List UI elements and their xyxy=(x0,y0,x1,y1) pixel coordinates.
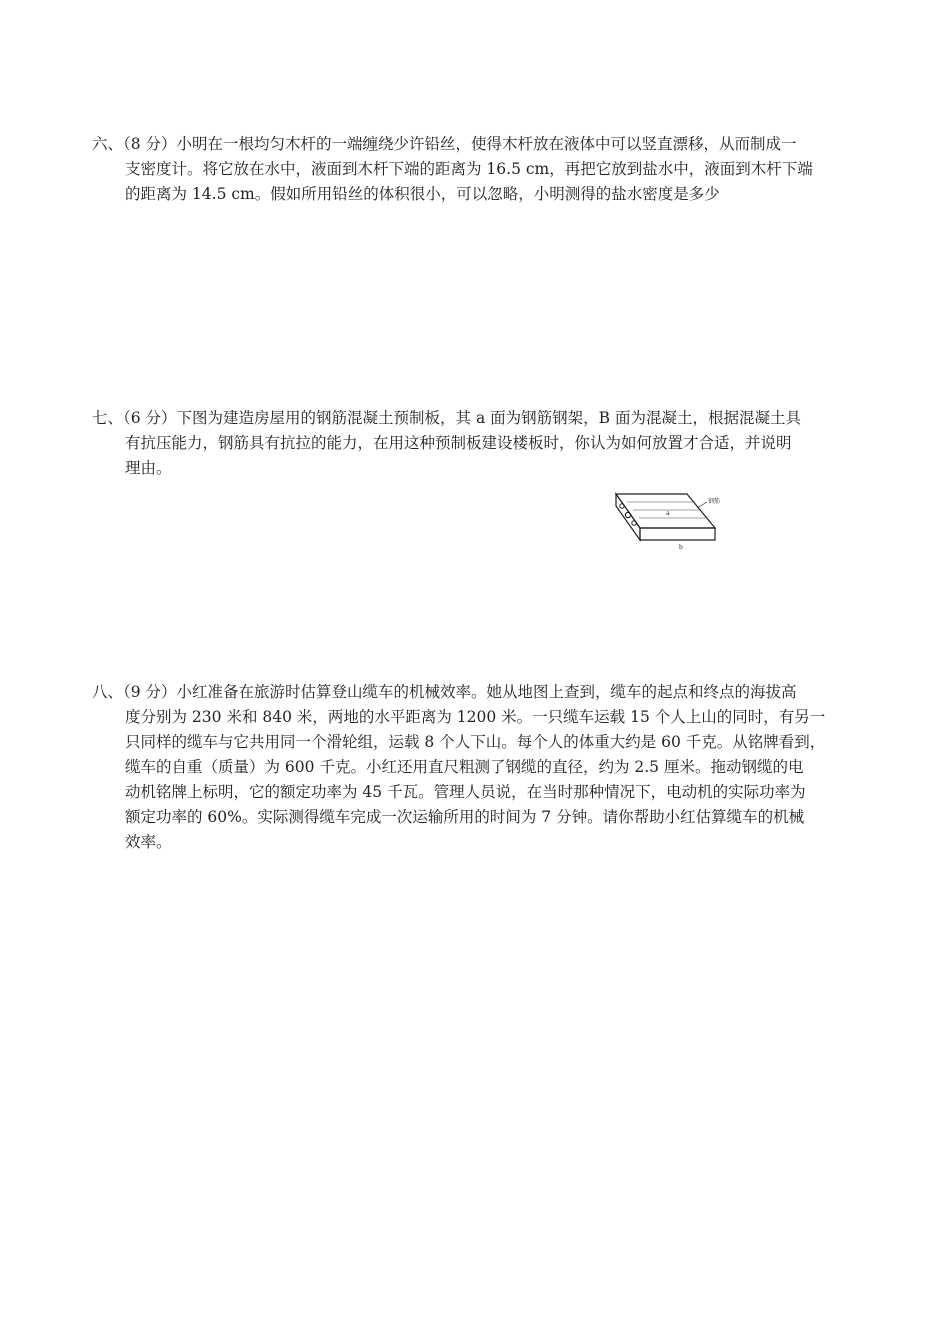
face-a-label: a xyxy=(666,510,670,517)
question-text-line: 效率。 xyxy=(125,833,172,851)
question-text-line: 六、（8 分）小明在一根均匀木杆的一端缠绕少许铅丝，使得木杆放在液体中可以竖直漂移，从而制成一 xyxy=(92,135,797,153)
question-7 xyxy=(92,406,864,481)
question-text-line: 有抗压能力，钢筋具有抗拉的能力，在用这种预制板建设楼板时，你认为如何放置才合适，并说明 xyxy=(125,434,792,452)
question-text-line: 只同样的缆车与它共用同一个滑轮组，运载 8 个人下山。每个人的体重大约是 60 千克。从铭牌看到， xyxy=(125,733,826,751)
question-text-line: 七、（6 分）下图为建造房屋用的钢筋混凝土预制板，其 a 面为钢筋钢架，B 面为混凝土，根据混凝土具 xyxy=(92,409,801,427)
question-text-line: 额定功率的 60%。实际测得缆车完成一次运输所用的时间为 7 分钟。请你帮助小红估算缆车的机械 xyxy=(125,808,805,826)
rebar-label: 钢筋 xyxy=(708,498,721,505)
question-text-line: 支密度计。将它放在水中，液面到木杆下端的距离为 16.5 cm，再把它放到盐水中，液面到木杆下端 xyxy=(125,160,813,178)
question-text-line: 八、（9 分）小红准备在旅游时估算登山缆车的机械效率。她从地图上查到，缆车的起点和终点的海拔高 xyxy=(92,683,797,701)
question-text-line: 缆车的自重（质量）为 600 千克。小红还用直尺粗测了钢缆的直径，约为 2.5 厘米。拖动钢缆的电 xyxy=(125,758,804,776)
question-8 xyxy=(92,680,864,855)
question-text-line: 理由。 xyxy=(125,459,172,477)
question-text-line: 度分别为 230 米和 840 米，两地的水平距离为 1200 米。一只缆车运载 15 个人上山的同时，有另一 xyxy=(125,708,826,726)
precast-slab-drawing xyxy=(613,488,733,554)
question-text-line: 动机铭牌上标明，它的额定功率为 45 千瓦。管理人员说，在当时那种情况下，电动机的实际功率为 xyxy=(125,783,806,801)
question-6 xyxy=(92,132,864,207)
precast-slab-figure xyxy=(613,488,733,554)
question-text-line: 的距离为 14.5 cm。假如所用铅丝的体积很小，可以忽略，小明测得的盐水密度是多少 xyxy=(125,185,720,203)
face-b-label: b xyxy=(679,544,683,551)
